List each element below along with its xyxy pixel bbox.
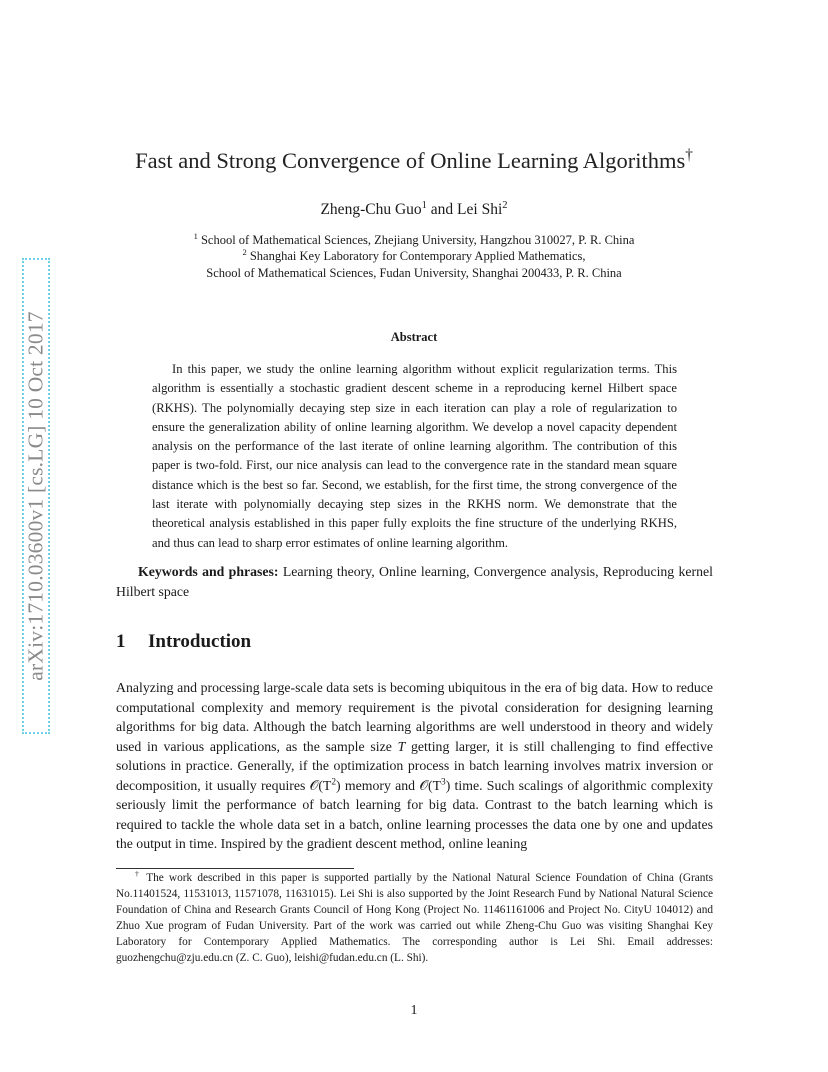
- time-complexity: [419, 778, 445, 793]
- intro-text-1: Analyzing and processing large-scale data sets is becoming ubiquitous in the era of big data. How to reduce computational complexity and memory requirement is the pivotal consideration for designing learning algorithms for big data. Although the batch learning algorithms are well understood in theory and widely used in various applications, as the sample size: [116, 680, 713, 754]
- time-complexity-base: 𝒪(T: [419, 777, 442, 793]
- affiliation-2-mark: 2: [242, 246, 247, 257]
- author-1: Zheng-Chu Guo: [320, 201, 422, 218]
- intro-text-3: memory and: [344, 777, 416, 793]
- memory-complexity: [310, 778, 341, 793]
- affiliation-1-text: School of Mathematical Sciences, Zhejiang University, Hangzhou 310027, P. R. China: [200, 233, 635, 247]
- keywords-label: Keywords and phrases:: [138, 564, 279, 579]
- affiliation-2-line-2: School of Mathematical Sciences, Fudan University, Shanghai 200433, P. R. China: [206, 266, 622, 280]
- author-1-affiliation-mark: 1: [421, 199, 427, 211]
- intro-text-4: ) time. Such scalings of algorithmic complexity seriously limit the performance of batch learning for big data. Contrast to the batch learning which is required to tackle the whole data set in a batch, online learning processes the data one by one and updates the output in time. Inspired by the gradient descent method, online leaning: [116, 777, 713, 851]
- title-footnote-mark: †: [685, 146, 693, 164]
- affiliation-1: [0, 230, 828, 248]
- abstract-heading: Abstract: [390, 330, 438, 344]
- footnote-rule: [116, 868, 354, 869]
- author-line: [0, 201, 828, 219]
- time-complexity-exponent: 3: [441, 776, 446, 787]
- intro-text-2: getting larger, it is still challenging to find effective solutions in practice. Generally, if the optimization process in batch learning involves matrix inversion or decomposition, it usually requires: [116, 738, 714, 793]
- affiliation-1-mark: 1: [193, 230, 198, 241]
- author-2: Lei Shi: [457, 201, 503, 218]
- keywords-text: Learning theory, Online learning, Convergence analysis, Reproducing kernel Hilbert space: [116, 564, 713, 599]
- arxiv-stamp: arXiv:1710.03600v1 [cs.LG] 10 Oct 2017: [23, 311, 48, 681]
- sample-size-variable: T: [397, 738, 406, 754]
- memory-complexity-exponent: 2: [331, 776, 337, 787]
- section-heading: [116, 631, 251, 653]
- memory-complexity-close: ): [336, 777, 341, 793]
- keywords: [116, 562, 713, 602]
- footnote-text: The work described in this paper is supported partially by the National Natural Science Foundation of China (Grants No.11401524, 11531013, 11571078, 11631015). Lei Shi is also supported by the Joint Research Fund by National Natural Science Foundation of China and Research Grants Council of Hong Kong (Project No. 11461161006 and Project No. CityU 104012) and Zhuo Xue program of Fudan University. Part of the work was carried out while Zheng-Chu Guo was visiting Shanghai Key Laboratory for Contemporary Applied Mathematics. The corresponding author is Lei Shi. Email addresses: guozhengchu@zju.edu.cn (Z. C. Guo), leishi@fudan.edu.cn (L. Shi).: [116, 872, 713, 964]
- memory-complexity-base: 𝒪(T: [309, 777, 332, 793]
- abstract-body: In this paper, we study the online learning algorithm without explicit regularization terms. This algorithm is essentially a stochastic gradient descent scheme in a reproducing kernel Hilbert space (RKHS). The polynomially decaying step size in each iteration can play a role of regularization to ensure the generalization ability of online learning algorithm. We develop a novel capacity dependent analysis on the performance of the last iterate of online learning algorithm. The contribution of this paper is two-fold. First, our nice analysis can lead to the convergence rate in the standard mean square distance which is the best so far. Second, we establish, for the first time, the strong convergence of the last iterate with polynomially decaying step sizes in the RKHS norm. We demonstrate that the theoretical analysis established in this paper fully exploits the fine structure of the underlying RKHS, and thus can lead to sharp error estimates of online learning algorithm.: [152, 362, 677, 550]
- section-title: Introduction: [148, 631, 252, 652]
- paper-title: [0, 148, 828, 174]
- page-number: 1: [410, 1003, 418, 1018]
- paper-title-text: Fast and Strong Convergence of Online Learning Algorithms: [135, 148, 686, 173]
- section-number: 1: [116, 631, 126, 652]
- footnote-mark: †: [135, 869, 142, 879]
- author-conjunction: and: [430, 201, 454, 218]
- author-2-affiliation-mark: 2: [502, 199, 508, 211]
- intro-paragraph: [116, 678, 713, 854]
- affiliation-2-text-1: Shanghai Key Laboratory for Contemporary Applied Mathematics,: [249, 249, 586, 263]
- footnote: [116, 871, 713, 966]
- affiliation-2-line-1: [0, 246, 828, 264]
